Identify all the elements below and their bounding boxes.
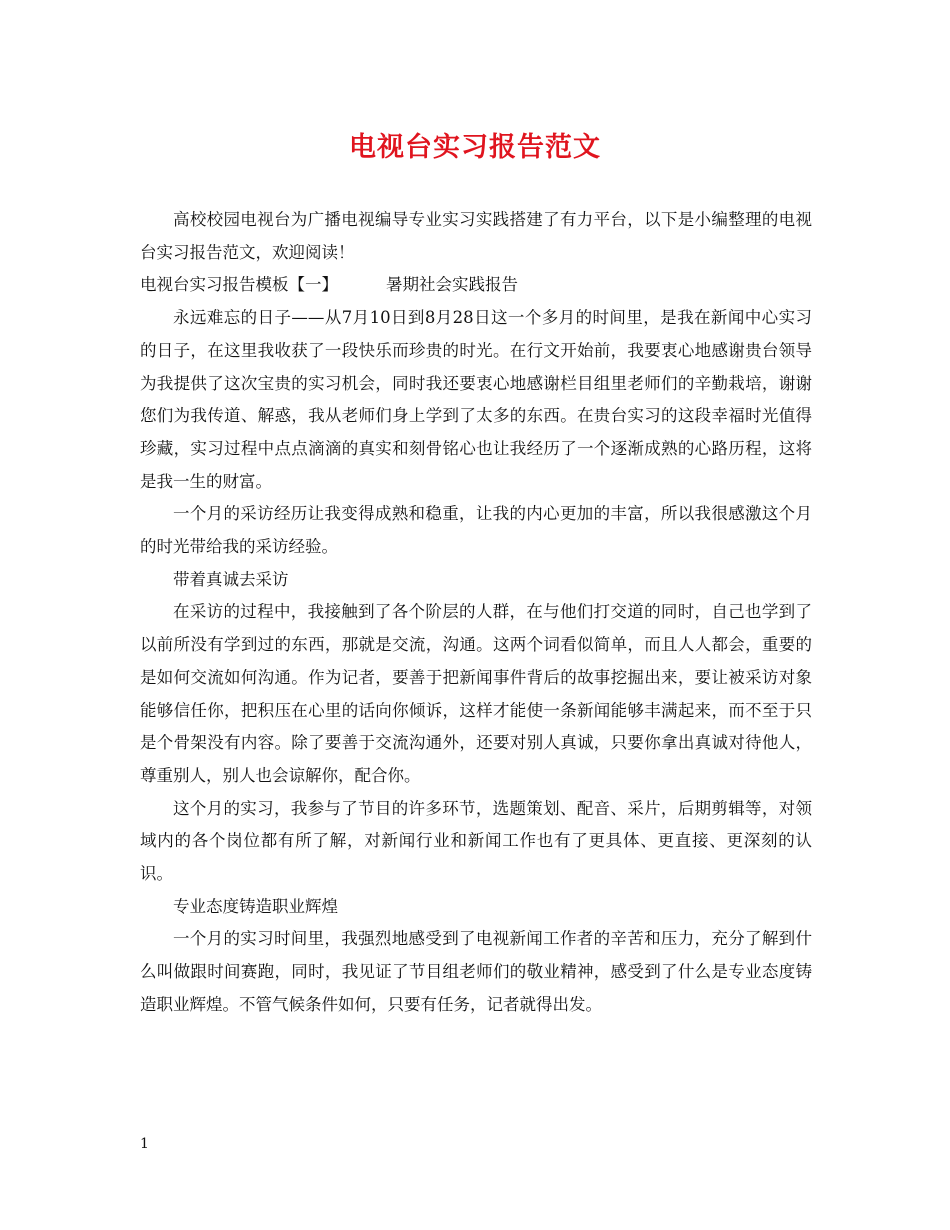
document-title: 电视台实习报告范文 (349, 132, 601, 163)
section-heading-subtitle: 暑期社会实践报告 (386, 275, 518, 295)
body-paragraph: 一个月的实习时间里，我强烈地感受到了电视新闻工作者的辛苦和压力，充分了解到什么叫做跟时间赛跑，同时，我见证了节目组老师们的敬业精神，感受到了什么是专业态度铸造职业辉煌。不管气候条件如何，只要有任务，记者就得出发。 (140, 929, 812, 1014)
subheading: 带着真诚去采访 (173, 569, 289, 589)
subheading: 专业态度铸造职业辉煌 (173, 896, 338, 916)
intro-paragraph: 高校校园电视台为广播电视编导专业实习实践搭建了有力平台，以下是小编整理的电视台实习报告范文，欢迎阅读！ (140, 210, 812, 262)
body-paragraph: 这个月的实习，我参与了节目的许多环节，选题策划、配音、采片，后期剪辑等，对领域内的各个岗位都有所了解，对新闻行业和新闻工作也有了更具体、更直接、更深刻的认识。 (140, 798, 812, 884)
body-paragraph: 在采访的过程中，我接触到了各个阶层的人群，在与他们打交道的同时，自己也学到了以前所没有学到过的东西，那就是交流，沟通。这两个词看似简单，而且人人都会，重要的是如何交流如何沟通。作为记者，要善于把新闻事件背后的故事挖掘出来，要让被采访对象能够信任你，把积压在心里的话向你倾诉，这样才能使一条新闻能够丰满起来，而不至于只是个骨架没有内容。除了要善于交流沟通外，还要对别人真诚，只要你拿出真诚对待他人，尊重别人，别人也会谅解你，配合你。 (140, 602, 812, 785)
body-paragraph: 永远难忘的日子——从7月10日到8月28日这一个多月的时间里，是我在新闻中心实习的日子，在这里我收获了一段快乐而珍贵的时光。在行文开始前，我要衷心地感谢贵台领导为我提供了这次宝贵的实习机会，同时我还要衷心地感谢栏目组里老师们的辛勤栽培，谢谢您们为我传道、解惑，我从老师们身上学到了太多的东西。在贵台实习的这段幸福时光值得珍藏，实习过程中点点滴滴的真实和刻骨铭心也让我经历了一个逐渐成熟的心路历程，这将是我一生的财富。 (140, 308, 812, 491)
section-heading (140, 269, 812, 302)
page-number: 1 (140, 1136, 149, 1152)
body-paragraph: 一个月的采访经历让我变得成熟和稳重，让我的内心更加的丰富，所以我很感激这个月的时光带给我的采访经验。 (140, 504, 812, 557)
document-body (140, 204, 812, 1022)
section-heading-label: 电视台实习报告模板【一】 (140, 275, 338, 295)
